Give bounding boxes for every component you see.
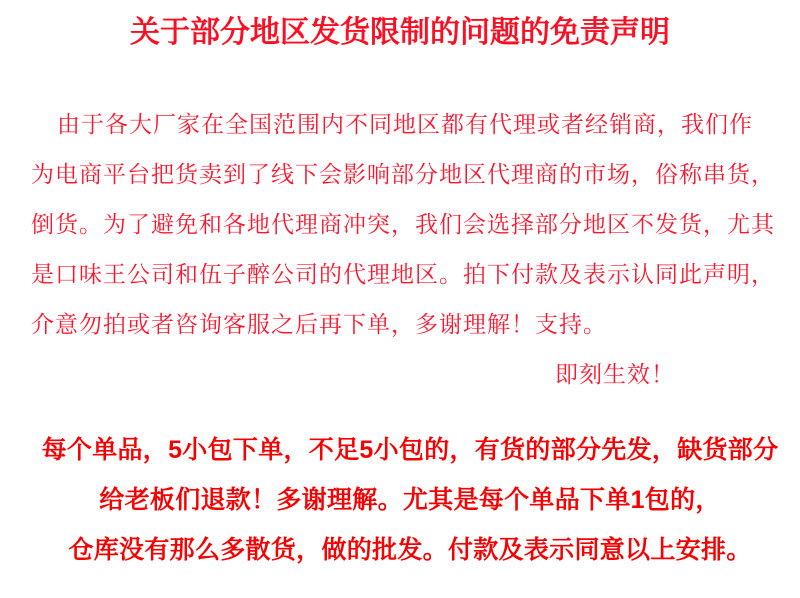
notice-line: 仓库没有那么多散货，做的批发。付款及表示同意以上安排。	[68, 536, 752, 564]
notice-line: 每个单品，5小包下单，不足5小包的，有货的部分先发，缺货部分	[41, 436, 779, 464]
notice-line: 给老板们退款！多谢理解。尤其是每个单品下单1包的，	[99, 486, 721, 514]
body-line: 为电商平台把货卖到了线下会影响部分地区代理商的市场，俗称串货，	[31, 161, 775, 187]
order-notice	[0, 425, 800, 575]
page-title: 关于部分地区发货限制的问题的免责声明	[130, 16, 670, 49]
body-line: 是口味王公司和伍子醉公司的代理地区。拍下付款及表示认同此声明，	[31, 261, 775, 287]
body-line: 倒货。为了避免和各地代理商冲突，我们会选择部分地区不发货，尤其	[31, 211, 775, 237]
disclaimer-body	[31, 99, 776, 399]
body-line: 由于各大厂家在全国范围内不同地区都有代理或者经销商，我们作	[57, 111, 753, 137]
body-line: 介意勿拍或者咨询客服之后再下单，多谢理解！支持。	[31, 311, 607, 337]
effective-note: 即刻生效！	[555, 361, 675, 387]
